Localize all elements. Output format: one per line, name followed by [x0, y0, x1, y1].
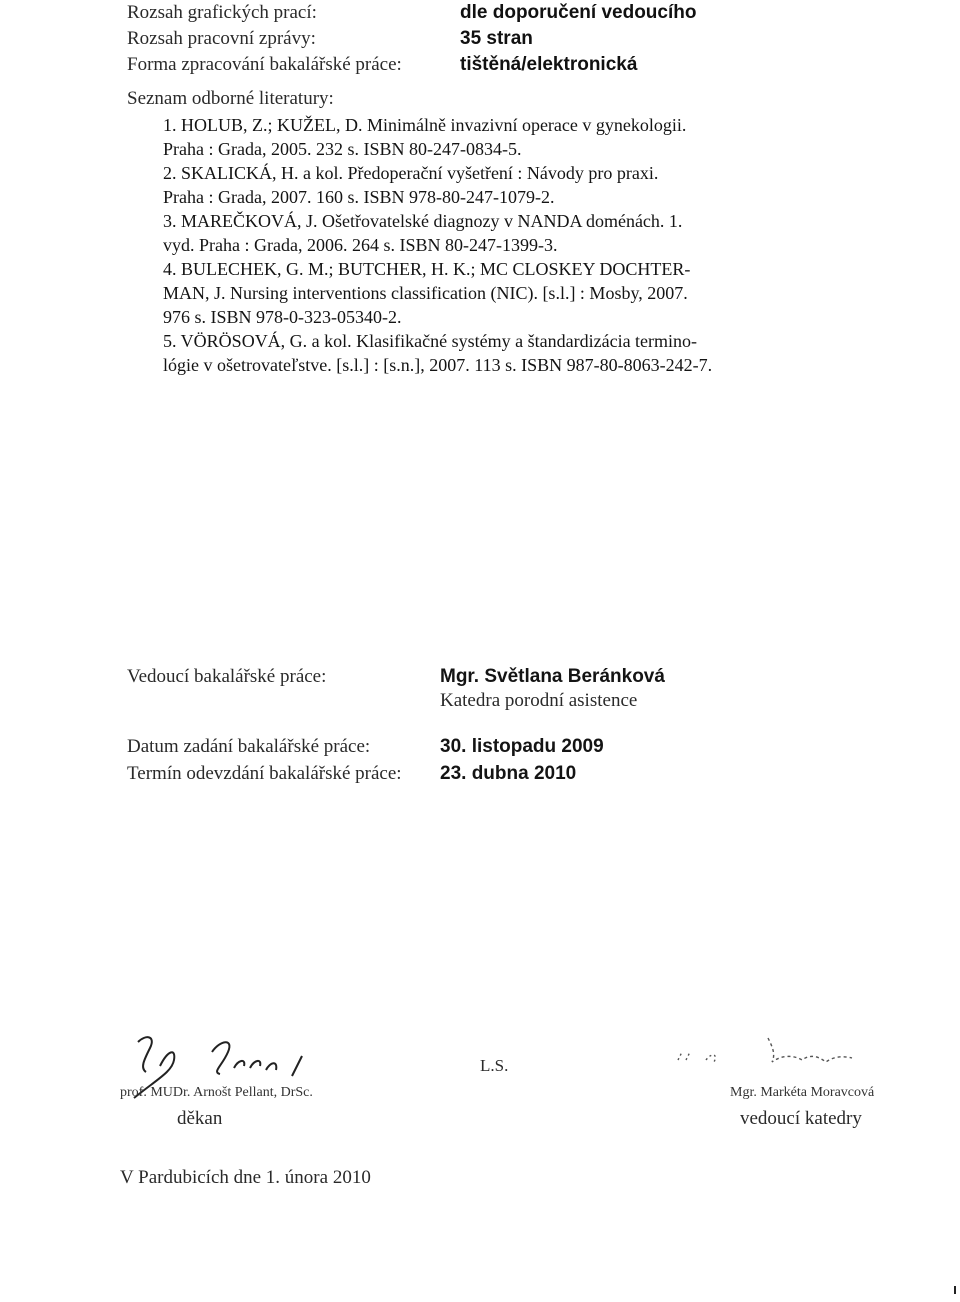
field-label-graphics: Rozsah grafických prací: [127, 2, 317, 23]
bib-4-line-1: 4. BULECHEK, G. M.; BUTCHER, H. K.; MC CLOSKEY DOCHTER- [163, 259, 691, 279]
bib-2-line-2: Praha : Grada, 2007. 160 s. ISBN 978-80-247-1079-2. [163, 187, 555, 207]
deadline-label: Termín odevzdání bakalářské práce: [127, 763, 402, 784]
dean-role: děkan [177, 1108, 223, 1129]
supervisor-department: Katedra porodní asistence [440, 690, 638, 711]
field-value-form: tištěná/elektronická [460, 54, 638, 75]
bib-3-line-1: 3. MAREČKOVÁ, J. Ošetřovatelské diagnozy v NANDA doménách. 1. [163, 211, 683, 231]
deadline-value: 23. dubna 2010 [440, 763, 577, 784]
field-value-graphics: dle doporučení vedoucího [460, 2, 697, 23]
place-date: V Pardubicích dne 1. února 2010 [120, 1167, 371, 1188]
head-role: vedoucí katedry [740, 1108, 862, 1129]
seal-mark: L.S. [480, 1056, 509, 1075]
head-name: Mgr. Markéta Moravcová [730, 1085, 875, 1100]
dean-name: prof. MUDr. Arnošt Pellant, DrSc. [120, 1085, 313, 1100]
bib-3-line-2: vyd. Praha : Grada, 2006. 264 s. ISBN 80-247-1399-3. [163, 235, 558, 255]
field-label-form: Forma zpracování bakalářské práce: [127, 54, 402, 75]
bib-4-line-3: 976 s. ISBN 978-0-323-05340-2. [163, 307, 402, 327]
scan-mark [954, 1286, 956, 1294]
supervisor-label: Vedoucí bakalářské práce: [127, 666, 327, 687]
assignment-date-label: Datum zadání bakalářské práce: [127, 736, 371, 757]
bib-5-line-2: lógie v ošetrovateľstve. [s.l.] : [s.n.], 2007. 113 s. ISBN 987-80-8063-242-7. [163, 355, 713, 375]
literature-heading: Seznam odborné literatury: [127, 88, 334, 109]
bib-5-line-1: 5. VÖRÖSOVÁ, G. a kol. Klasifikačné systémy a štandardizácia termino- [163, 331, 698, 351]
bib-2-line-1: 2. SKALICKÁ, H. a kol. Předoperační vyšetření : Návody pro praxi. [163, 163, 659, 183]
bib-1-line-1: 1. HOLUB, Z.; KUŽEL, D. Minimálně invazivní operace v gynekologii. [163, 115, 687, 135]
field-label-report: Rozsah pracovní zprávy: [127, 28, 316, 49]
field-value-report: 35 stran [460, 28, 533, 49]
bib-1-line-2: Praha : Grada, 2005. 232 s. ISBN 80-247-0834-5. [163, 139, 522, 159]
supervisor-name: Mgr. Světlana Beránková [440, 666, 665, 687]
head-signature [668, 1030, 868, 1080]
bib-4-line-2: MAN, J. Nursing interventions classification (NIC). [s.l.] : Mosby, 2007. [163, 283, 688, 303]
assignment-date-value: 30. listopadu 2009 [440, 736, 604, 757]
